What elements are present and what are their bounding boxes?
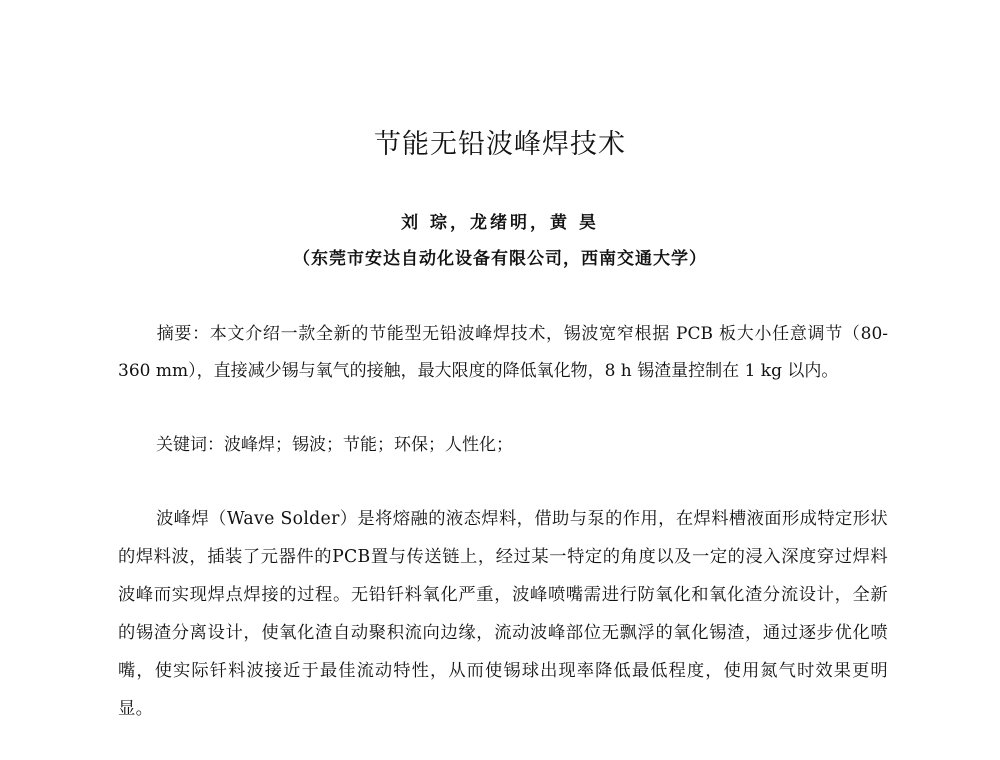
keywords-line <box>118 427 888 464</box>
paper-affiliation: （东莞市安达自动化设备有限公司，西南交通大学） <box>293 249 707 269</box>
abstract-label: 摘要： <box>156 324 210 344</box>
keywords-label: 关键词： <box>156 435 224 455</box>
paper-title: 节能无铅波峰焊技术 <box>374 129 626 160</box>
body-paragraph <box>118 500 888 728</box>
abstract-paragraph <box>118 316 888 390</box>
body-paragraph-text: 波峰焊（Wave Solder）是将熔融的液态焊料，借助与泵的作用，在焊料槽液面形成特定形状的焊料波，插装了元器件的PCB置与传送链上，经过某一特定的角度以及一定的浸入深度穿过焊料波峰而实现焊点焊接的过程。无铅钎料氧化严重，波峰喷嘴需进行防氧化和氧化渣分流设计，全新的锡渣分离设计，使氧化渣自动聚积流向边缘，流动波峰部位无飘浮的氧化锡渣，通过逐步优化喷嘴，使实际钎料波接近于最佳流动特性，从而使锡球出现率降低最低程度，使用氮气时效果更明显。 <box>118 509 888 719</box>
keywords-text: 波峰焊；锡波；节能；环保；人性化； <box>224 435 513 455</box>
abstract-text: 本文介绍一款全新的节能型无铅波峰焊技术，锡波宽窄根据 PCB 板大小任意调节（80-360 mm），直接减少锡与氧气的接触，最大限度的降低氧化物，8 h 锡渣量控制在 1 kg 以内。 <box>118 324 889 381</box>
paper-authors: 刘 琮，龙绪明，黄 昊 <box>401 213 599 233</box>
